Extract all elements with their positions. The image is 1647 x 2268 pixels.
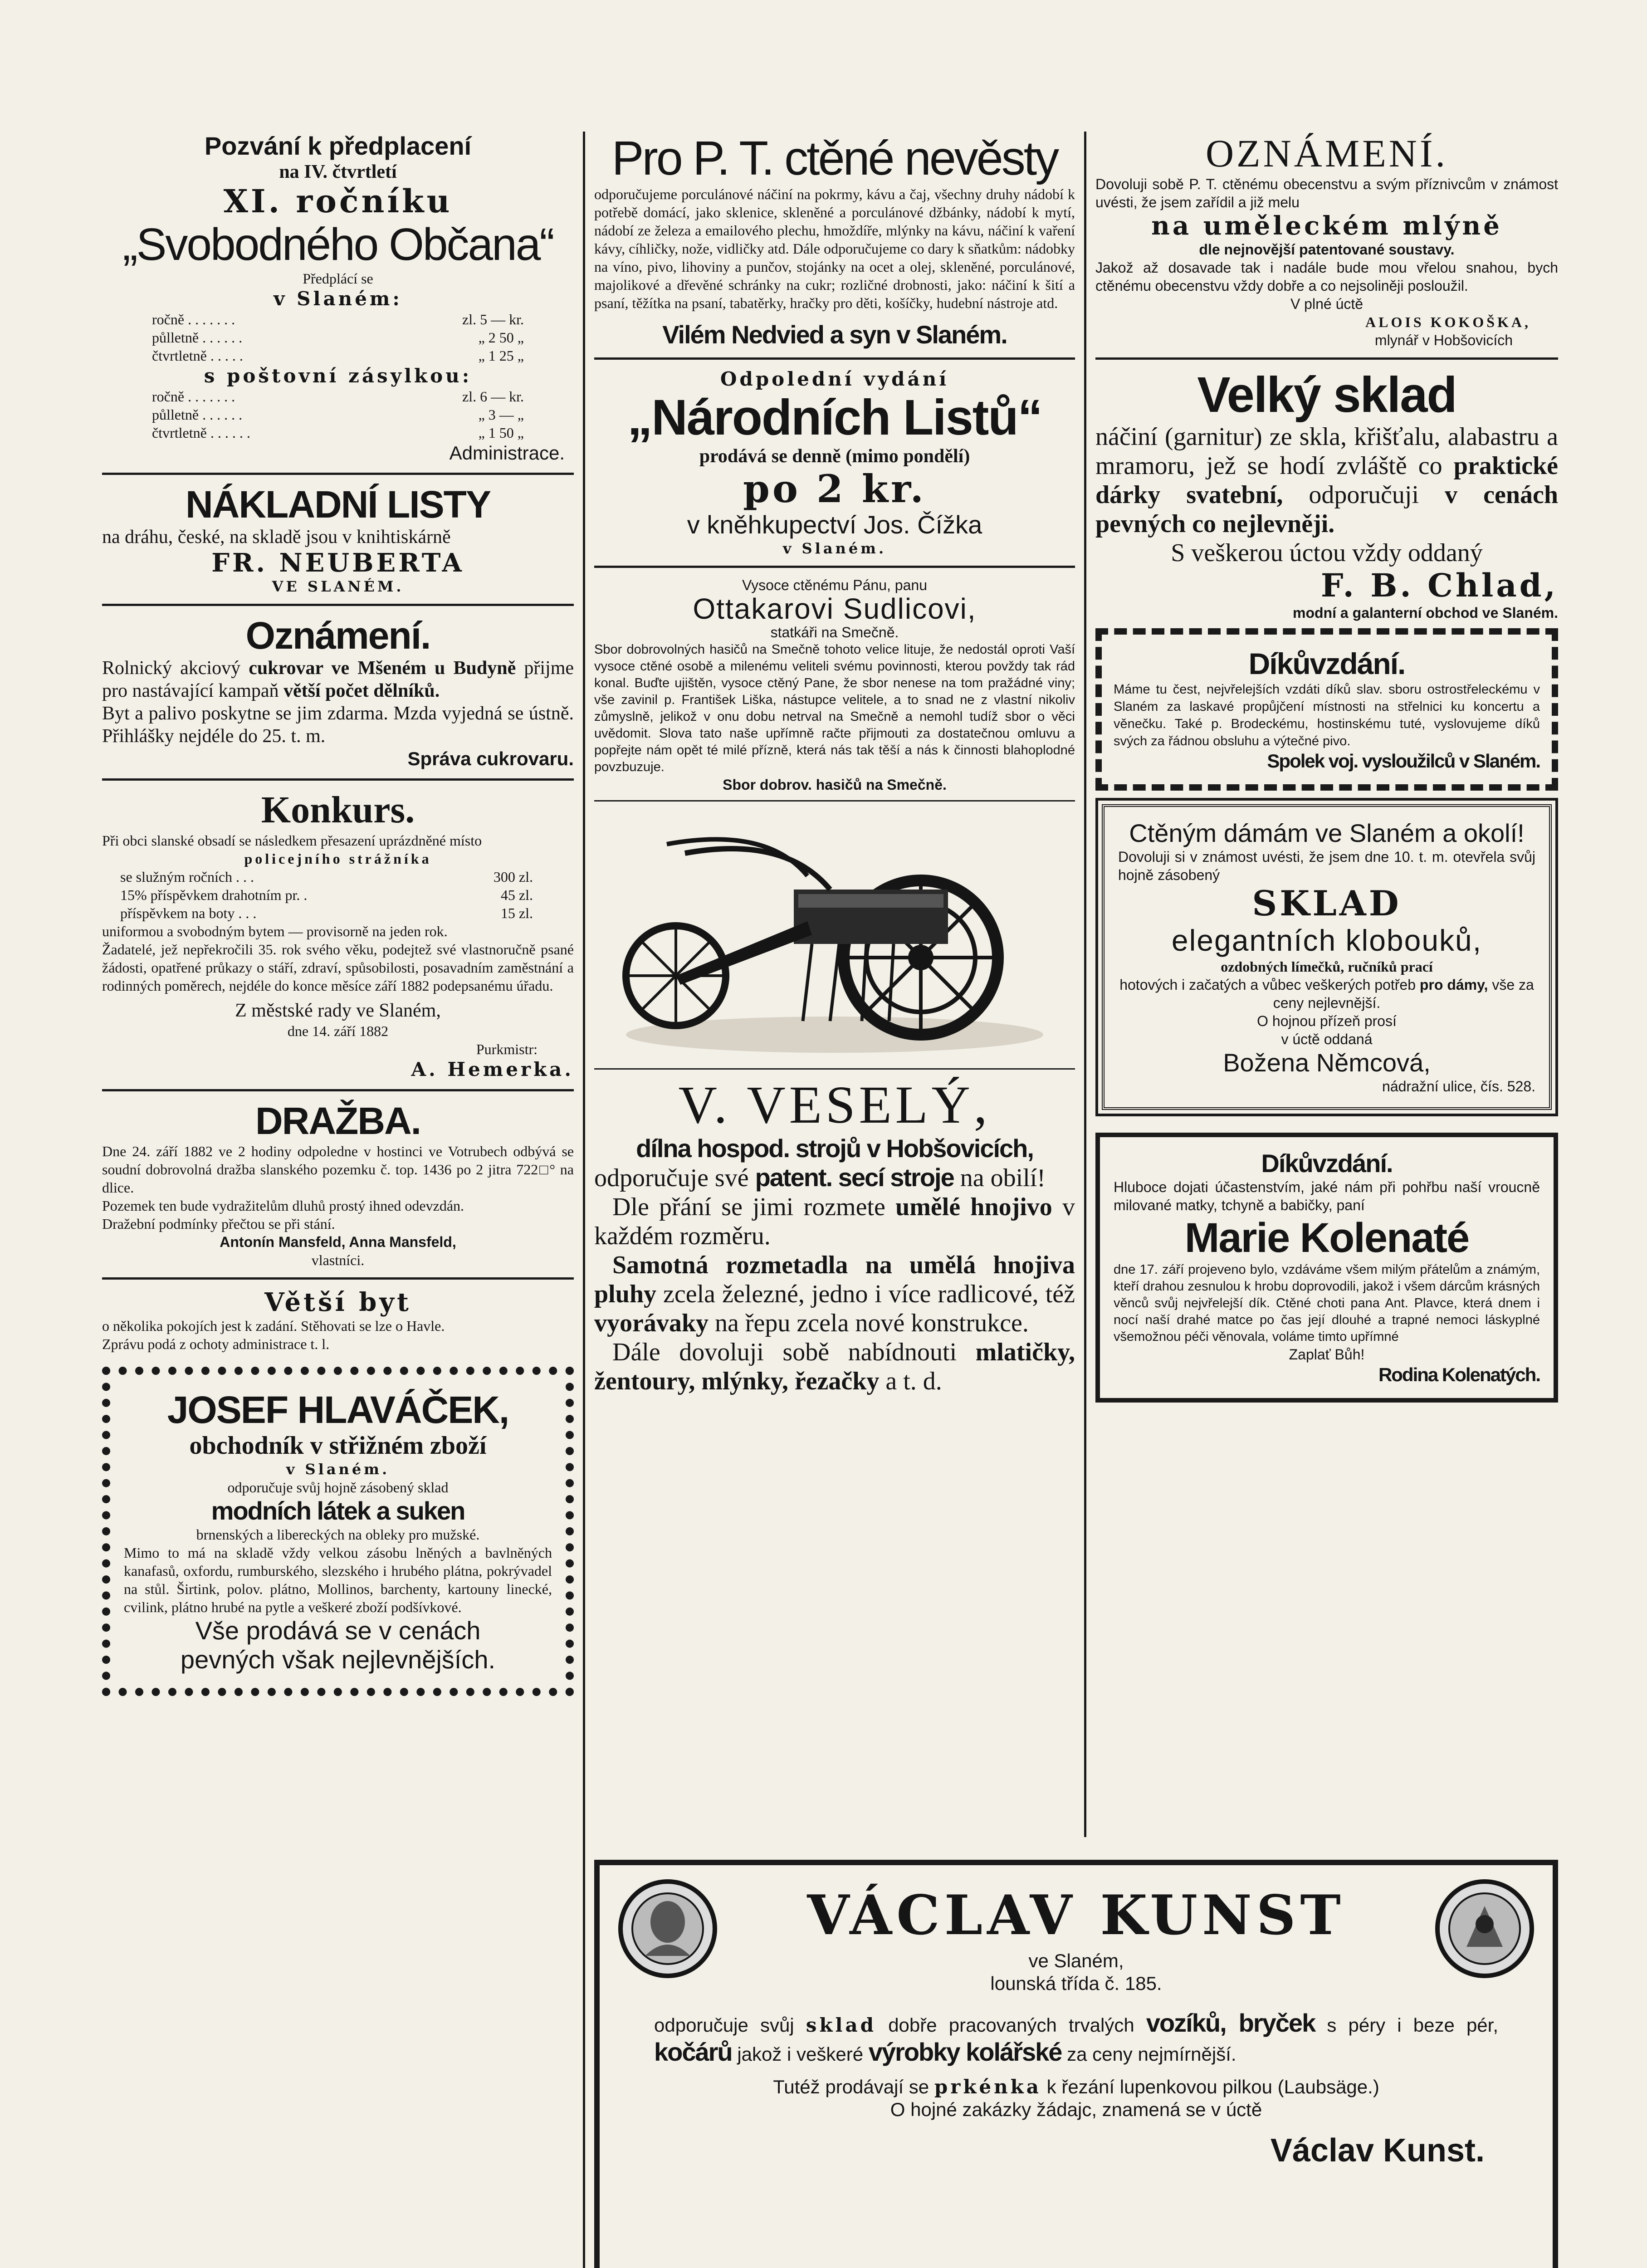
medal-portrait-icon [618, 1879, 718, 1979]
mill-body-2: Jakož až dosavade tak i nadále bude mou vřelou snahou, bych ctěnému obecenstvu vždy dobře a co nejsoliněji posloužil. [1095, 259, 1558, 294]
divider [594, 357, 1075, 360]
salary-row: příspěvkem na boty . . . 15 zl. [120, 905, 533, 921]
divider [1095, 357, 1558, 360]
apartment-body-2: Zprávu podá z ochoty administrace t. l. [102, 1336, 330, 1352]
listy-place: v Slaném. [782, 540, 887, 557]
brides-body: odporučujeme porculánové náčiní na pokrmy, kávu a čaj, všechny druhy nádobí k potřebě domácí, jako sklenice, skleněné a porculánové džbánky, nádobí k mytí, nádobí ze železa a emailového plechu, hmoždíře, mlýnky na kávu, náčiní k vaření kávy, cíhličky, nože, vidličky atd. Dále odporučujeme co dary k sňatkům: nádobky na víno, pivo, lihoviny a punčov, stojánky na ocet a olej, skleněné, porculánové, majolikové a dřevěné schránky na cukr; rozličné drobnosti, jako: náčiní k šití a psaní, těžítka na psaní, tabatěrky, hračky pro děti, košíčky, hudební nástroje atd. [594, 186, 1075, 311]
hlavacek-body: Mimo to má na skladě vždy velkou zásobu lněných a bavlněných kanafasů, oxfordu, rumburského, slezského i hrubého plátna, pokrývadel na stůl. Širtink, polov. plátno, Mollinos, barchenty, kartouny linecké, cvilink, plátno hrubé na pytle a veškeré zboží podšívkové. [124, 1545, 552, 1615]
printer-place: VE SLANÉM. [272, 578, 404, 595]
chlad-name: F. B. Chlad, [1320, 567, 1558, 604]
medal-emblem-icon [1435, 1879, 1535, 1979]
notice-body: Rolnický akciový cukrovar ve Mšeném u Budyně přijme pro nastávající kampaň větší počet dělníků. [102, 658, 574, 701]
sudlica-name: Ottakarovi Sudlicovi, [693, 592, 977, 625]
price-row: ročně . . . . . . . zl. 5 — kr. [152, 311, 524, 327]
salary-row: 15% příspěvkem drahotním pr. . 45 zl. [120, 887, 533, 903]
competition-intro: Při obci slanské obsadí se následkem přesazení uprázdněné místo [102, 832, 482, 849]
column-rule [583, 132, 585, 2268]
nemcova-title: elegantních klobouků, [1171, 924, 1482, 957]
subscription-intro: Předplácí se [303, 270, 373, 287]
thanks1-body: Máme tu čest, nejvřelejších vzdáti díků slav. sboru ostrostřeleckému v Slaném za laskavé propůjčení místnosti na střelnici ku koncertu a věnečku. Také p. Brodeckému, hostinskému tuté, vyslovujeme díků svých za řádnou obsluhu a výtečné pivo. [1114, 682, 1540, 748]
nemcova-ad [1102, 804, 1552, 1110]
auction-owners-label: vlastníci. [311, 1252, 365, 1268]
vesely-body3: Dále dovoluji sobě nabídnouti mlatičky, žentoury, mlýnky, řezačky a t. d. [594, 1338, 1075, 1395]
salary-list [102, 868, 574, 922]
auction-body-2: Pozemek ten bude vydražitelům dluhů prostý ihned odevzdán. [102, 1198, 464, 1214]
vesely-body1: Dle přání se jimi rozmete umělé hnojivo v každém rozměru. [594, 1193, 1075, 1250]
price-row: čtvrtletně . . . . . „ 1 25 „ [152, 347, 524, 364]
kunst-place: ve Slaném, [1028, 1950, 1124, 1971]
price-row: čtvrtletně . . . . . . „ 1 50 „ [152, 425, 524, 441]
price-list-local [102, 310, 574, 365]
kunst-address: lounská třída č. 185. [990, 1973, 1162, 1994]
price-row: ročně . . . . . . . zl. 6 — kr. [152, 388, 524, 405]
nemcova-line1: ozdobných límečků, ručníků prací [1221, 958, 1433, 975]
column-3 [1095, 132, 1558, 1828]
kunst-line1: odporučuje svůj sklad dobře pracovaných trvalých vozíků, bryček s péry i beze pér, kočárů jakož i veškeré výrobky kolářské za ceny nejmírnější. [654, 2009, 1499, 2066]
listy-title: „Národních Listů“ [627, 390, 1042, 445]
seed-drill-illustration [594, 808, 1075, 1062]
auction-title: DRAŽBA. [255, 1100, 420, 1142]
in-slany: v Slaném: [274, 288, 402, 310]
listy-line3: v kněhkupectví Jos. Čížka [687, 510, 982, 539]
mill-ucta: V plné úctě [1290, 296, 1364, 312]
nemcova-line2: hotových i začatých a vůbec veškerých potřeb pro dámy, vše za ceny nejlevnější. [1119, 977, 1534, 1011]
printer-name: FR. NEUBERTA [211, 548, 464, 578]
apartment-body: o několika pokojích jest k zadání. Stěhovati se lze o Havle. [102, 1318, 445, 1334]
newspaper-page [102, 132, 1558, 2268]
freight-title: NÁKLADNÍ LISTY [186, 483, 490, 526]
thanks2-signature: Rodina Kolenatých. [1378, 1364, 1540, 1385]
competition-title: Konkurs. [261, 789, 415, 831]
divider [102, 1089, 574, 1091]
divider [594, 566, 1075, 568]
kunst-line3: Tutéž prodávají se prkénka k řezání lupenkovou pilkou (Laubsäge.) [773, 2076, 1379, 2098]
notice-title: Oznámení. [245, 614, 430, 657]
divider [594, 1068, 1075, 1070]
hlavacek-line3: brnenských a libereckých na obleky pro mužské. [196, 1526, 480, 1543]
sudlica-signature: Sbor dobrov. hasičů na Smečně. [723, 777, 947, 793]
sudlica-notice [594, 576, 1075, 794]
nemcova-address: nádražní ulice, čís. 528. [1382, 1078, 1535, 1095]
invite-line1: Pozvání k předplacení [204, 132, 472, 160]
listy-line2: prodává se denně (mimo pondělí) [699, 446, 970, 467]
competition-ad [102, 789, 574, 1081]
divider [102, 1277, 574, 1280]
mill-owner: ALOIS KOKOŠKA, [1365, 314, 1531, 330]
competition-after: uniformou a svobodným bytem — provisorně na jeden rok. [102, 923, 448, 939]
brides-ad [594, 132, 1075, 349]
by-post: s poštovní zásylkou: [204, 365, 472, 387]
kunst-signature: Václav Kunst. [1270, 2132, 1485, 2169]
vesely-name: V. VESELÝ, [678, 1075, 991, 1134]
sudlica-greet: Vysoce ctěnému Pánu, panu [742, 577, 927, 593]
mill-ad [1095, 132, 1558, 349]
chlad-role: modní a galanterní obchod ve Slaném. [1293, 605, 1558, 621]
chlad-body: náčiní (garnitur) ze skla, křišťalu, alabastru a mramoru, jež se hodí zvláště co praktické dárky svatební, odporučuji v cenách pevných co nejlevněji. [1095, 423, 1558, 538]
vesely-line1: dílna hospod. strojů v Hobšovicích, [636, 1134, 1033, 1163]
hlavacek-footer-2: pevných však nejlevnějších. [180, 1645, 496, 1674]
nemcova-sklad: SKLAD [1252, 883, 1402, 924]
nemcova-heading: Ctěným dámám ve Slaném a okolí! [1129, 819, 1525, 847]
hlavacek-footer-1: Vše prodává se v cenách [195, 1616, 481, 1645]
hlavacek-place: v Slaném. [286, 1461, 390, 1478]
auction-body-3: Dražební podmínky přečtou se při stání. [102, 1216, 335, 1232]
brides-signature: Vilém Nedvied a syn v Slaném. [662, 320, 1007, 349]
apartment-title: Větší byt [264, 1287, 411, 1317]
sudlica-role: statkáři na Smečně. [770, 624, 899, 640]
apartment-ad [102, 1288, 574, 1353]
hlavacek-subtitle: obchodník v střižném zboží [189, 1432, 487, 1460]
column-1 [102, 132, 574, 2268]
nemcova-line3: O hojnou přízeň prosí [1257, 1013, 1397, 1029]
competition-body: Žadatelé, jež nepřekročili 35. rok svého věku, podejtež své vlastnoručně psané žádosti, opatřené průkazy o stáří, zdraví, spůsobilosti, posavadním zaměstnání a rodinných poměrech, nejdéle do konce měsíce září 1882 podepsanému úřadu. [102, 941, 574, 994]
sudlica-body: Sbor dobrovolných hasičů na Smečně tohoto velice lituje, že nedostál oproti Vaší vysoce ctěné osobě a milenému veliteli svému povinnosti, kterou povždy tak rád konal. Buďte ujištěn, vysoce ctěný Pane, že sbor nenese na tom pražádné viny; vše zavinil p. František Liška, nástupce velitele, a to snad ne z vlastní nikoliv zůmyslně, jelikož v onu dobu netrval na Smečně a nemohl tudíž sbor o věci uvědomit. Slova tato naše upřímně račte přijmouti za dostatečnou omluvu a popřejte nám opět té milé přízně, která nás tak těší a nás k činnosti blahoplodné povzbuzuje. [594, 642, 1075, 774]
administration-signature: Administrace. [449, 442, 565, 464]
price-row: půlletně . . . . . . „ 2 50 „ [152, 329, 524, 346]
mayor-label: Purkmistr: [476, 1041, 538, 1057]
thanks1-signature: Spolek voj. vysloužilců v Slaném. [1267, 750, 1540, 772]
nemcova-name: Božena Němcová, [1223, 1048, 1431, 1077]
mill-big: na uměleckém mlýně [1151, 211, 1502, 241]
thanks1-title: Díkůvzdání. [1248, 647, 1405, 680]
paper-title: „Svobodného Občana“ [122, 219, 553, 270]
chlad-title: Velký sklad [1197, 367, 1456, 423]
council-signature: Z městské rady ve Slaném, [235, 1000, 441, 1021]
auction-ad [102, 1100, 574, 1269]
vesely-body2: Samotná rozmetadla na umělá hnojiva pluhy zcela železné, jedno i více radlicové, též vyorávaky na řepu zcela nové konstrukce. [594, 1251, 1075, 1337]
notice-body-2: Byt a palivo poskytne se jim zdarma. Mzda vyjedná se ústně. Přihlášky nejdéle do 25. t. m. [102, 703, 574, 747]
vesely-ad [594, 1076, 1075, 1396]
kunst-line4: O hojné zakázky žádajc, znamená se v úctě [890, 2099, 1262, 2120]
chlad-ad [1095, 368, 1558, 622]
thanks2-body-2: dne 17. září projeveno bylo, vzdáváme všem milým přátelům a známým, kteří drahou zesnulou k hrobu doprovodili, jakož i všem dárcům krásných věnců svůj nejvřelejší dík. Ctěné choti pana Ant. Plavce, která dnem i nocí naší drahé matce po čas její dlouhé a trapné nemoci láskyplné všemožnou péči věnovala, voláme timto upřímné [1114, 1262, 1540, 1344]
thanks-ad-2 [1095, 1133, 1558, 1403]
narodni-listy-ad [594, 368, 1075, 557]
thanks2-body: Hluboce dojati účastenstvím, jaké nám při pohřbu naší vroucně milované matky, tchyně a babičky, paní [1114, 1179, 1540, 1213]
column-rule [1084, 132, 1086, 1837]
auction-body: Dne 24. září 1882 ve 2 hodiny odpoledne v hostinci ve Votrubech odbývá se soudní dobrovolná dražba slanského pozemku č. top. 1436 po 2 jitra 722□° na dlice. [102, 1143, 574, 1196]
competition-position: policejního strážníka [244, 850, 432, 867]
mill-body: Dovoluji sobě P. T. ctěnému obecenstvu a svým příznivcům v známost uvésti, že jsem zařídil a již melu [1095, 176, 1558, 210]
kunst-name: VÁCLAV KUNST [807, 1883, 1345, 1947]
price-list-post [102, 387, 574, 442]
sugar-factory-ad [102, 614, 574, 770]
thanks2-zaplat: Zaplať Bůh! [1289, 1346, 1365, 1363]
chlad-ucta: S veškerou úctou vždy oddaný [1171, 539, 1483, 567]
freight-forms-ad [102, 483, 574, 596]
mill-title: OZNÁMENÍ. [1205, 132, 1448, 175]
invite-line2: na IV. čtvrtletí [279, 161, 397, 182]
divider [102, 473, 574, 475]
thanks-ad-1 [1095, 628, 1558, 791]
notice-signature: Správa cukrovaru. [407, 748, 574, 769]
thanks2-name: Marie Kolenaté [1184, 1215, 1469, 1261]
hlavacek-line2: modních látek a suken [211, 1496, 465, 1525]
auction-owners: Antonín Mansfeld, Anna Mansfeld, [220, 1234, 456, 1250]
hlavacek-title: JOSEF HLAVÁČEK, [167, 1388, 509, 1431]
brides-title: Pro P. T. ctěné nevěsty [611, 132, 1058, 185]
volume: XI. ročníku [223, 182, 453, 220]
divider [594, 800, 1075, 802]
price-row: půlletně . . . . . . „ 3 — „ [152, 406, 524, 423]
hlavacek-line1: odporučuje svůj hojně zásobený sklad [227, 1479, 449, 1496]
divider [102, 604, 574, 606]
thanks2-title: Díkůvzdání. [1261, 1149, 1393, 1178]
listy-price: po 2 kr. [743, 466, 926, 511]
nemcova-body: Dovoluji si v známost uvésti, že jsem dne 10. t. m. otevřela svůj hojně zásobený [1118, 849, 1535, 883]
mayor-name: A. Hemerka. [411, 1058, 574, 1080]
mill-small: dle nejnovější patentované soustavy. [1199, 241, 1455, 258]
nemcova-line4: v úctě oddaná [1281, 1031, 1373, 1047]
vesely-line2: odporučuje své patent. secí stroje na obilí! [594, 1163, 1046, 1192]
kunst-ad [594, 1860, 1558, 2268]
divider [102, 778, 574, 781]
subscription-ad [102, 132, 574, 464]
freight-body: na dráhu, české, na skladě jsou v knihtiskárně [102, 527, 451, 547]
hlavacek-ad [102, 1367, 574, 1696]
listy-line1: Odpolední vydání [720, 368, 949, 390]
mill-role: mlynář v Hobšovicích [1374, 332, 1513, 348]
competition-date: dne 14. září 1882 [287, 1023, 389, 1039]
salary-row: se služným ročních . . . 300 zl. [120, 869, 533, 885]
